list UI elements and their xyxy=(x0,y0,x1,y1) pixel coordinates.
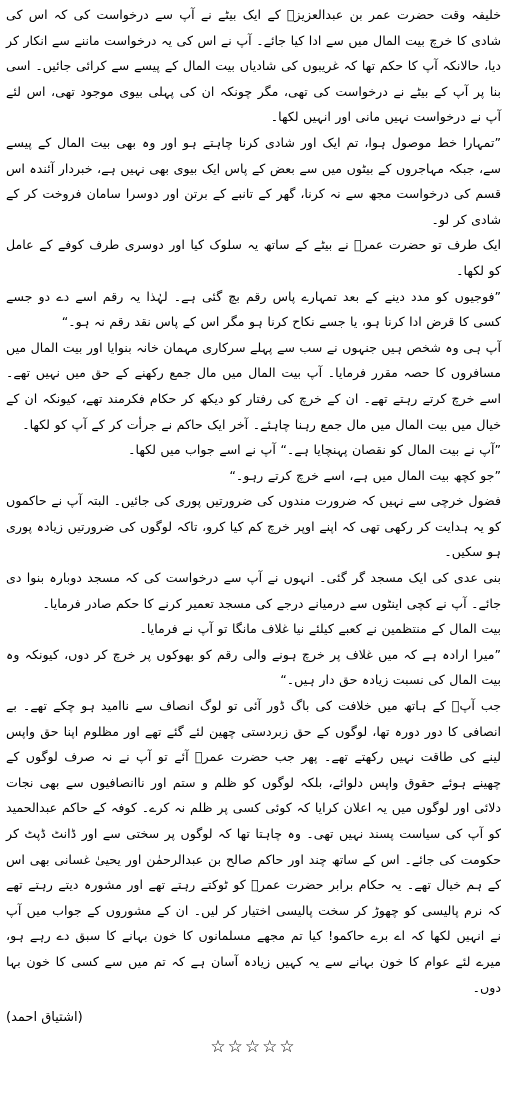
paragraph-3: ایک طرف تو حضرت عمرؒ نے بیٹے کے ساتھ یہ سلوک کیا اور دوسری طرف کوفے کے عامل کو لکھا۔ xyxy=(6,237,501,278)
paragraph-6: ”آپ نے بیت المال کو نقصان پہنچایا ہے۔“ آپ نے اسے جواب میں لکھا۔ xyxy=(128,442,501,458)
paragraph-4: ”فوجیوں کو مدد دینے کے بعد تمہارے پاس رقم بچ گئی ہے۔ لہٰذا یہ رقم اسے دے دو جسے کسی کا قرض ادا کرنا ہو، یا جسے نکاح کرنا ہو مگر اس کے پاس نقد رقم نہ ہو۔“ xyxy=(6,288,501,330)
star-divider: ☆☆☆☆☆ xyxy=(210,1037,297,1058)
paragraph-7: ”جو کچھ بیت المال میں ہے، اسے خرچ کرتے رہو۔“ xyxy=(229,467,501,483)
paragraph-8: فضول خرچی سے نہیں کہ ضرورت مندوں کی ضرورتیں پوری کی جائیں۔ البتہ آپ نے حاکموں کو یہ ہدایت کر رکھی تھی کہ اپنے اوپر خرچ کم کیا کرو، تاکہ لوگوں کی ضرورتیں زیادہ پوری ہو سکیں۔ xyxy=(6,493,501,560)
paragraph-5: آپ ہی وہ شخص ہیں جنہوں نے سب سے پہلے سرکاری مہمان خانہ بنوایا اور بیت المال میں مسافروں کا حصہ مقرر فرمایا۔ آپ بیت المال میں مال جمع رکھنے کے حق میں نہیں تھے۔ اسے خرچ کرتے رہتے تھے۔ ان کے خرچ کی رفتار کو دیکھ کر حکام فکرمند تھے، کیونکہ ان کے خیال میں بیت المال میں مال جمع رہنا چاہئے۔ آخر ایک حاکم نے جرأت کر کے آپ کو لکھا۔ xyxy=(5,339,501,432)
paragraph-11: ”میرا ارادہ ہے کہ میں غلاف پر خرچ ہونے والی رقم کو بھوکوں پر خرچ کر دوں، کیونکہ وہ بیت المال کی نسبت زیادہ حق دار ہیں۔“ xyxy=(6,646,501,688)
paragraph-2: ”تمہارا خط موصول ہوا، تم ایک اور شادی کرنا چاہتے ہو اور وہ بھی بیت المال کے پیسے سے، جبکہ مہاجروں کے بیٹوں میں سے بعض کے پاس ایک بیوی بھی نہیں ہے، خبردار آئندہ اس قسم کی درخواست مجھ سے نہ کرنا، گھر کے تانبے کے برتن اور دوسرا سامان فروخت کر کے شادی کر لو۔ xyxy=(6,134,501,227)
paragraph-1: خلیفہ وقت حضرت عمر بن عبدالعزیزؒ کے ایک بیٹے نے آپ سے درخواست کی کہ اس کی شادی کا خرچ بیت المال میں سے ادا کیا جائے۔ آپ نے اس کی یہ درخواست ماننے سے انکار کر دیا، حالانکہ آپ کا حکم تھا کہ غریبوں کی شادیاں بیت المال کے پیسے سے کرائی جائیں۔ اسی بنا پر آپ کے بیٹے نے درخواست کی تھی، مگر چونکہ ان کی پہلی بیوی موجود تھی، اس لئے آپ نے درخواست نہیں مانی اور انہیں لکھا۔ xyxy=(6,7,501,125)
paragraph-12: جب آپؒ کے ہاتھ میں خلافت کی باگ ڈور آئی تو لوگ انصاف سے ناامید ہو چکے تھے۔ بے انصافی کا دور دورہ تھا، لوگوں کے حق زبردستی چھین لئے گئے تھے اور مظلوم اپنا حق واپس لینے کی طاقت نہیں رکھتے تھے۔ پھر جب حضرت عمرؒ آئے تو آپ نے نہ صرف لوگوں کے چھینے ہوئے حقوق واپس دلوائے، بلکہ لوگوں کو ظلم و ستم اور ناانصافیوں سے بھی نجات دلائی اور لوگوں میں یہ اعلان کرایا کہ کوئی کسی پر ظلم نہ کرے۔ کوفہ کے حاکم عبدالحمید کو آپ کی سیاست پسند نہیں تھی۔ وہ چاہتا تھا کہ لوگوں پر سختی سے اور ڈانٹ ڈپٹ کر حکومت کی جائے۔ اس کے ساتھ چند اور حاکم صالح بن عبدالرحمٰن اور یحییٰ غسانی بھی اس کے ہم خیال تھے۔ یہ حکام برابر حضرت عمرؒ کو ٹوکتے رہتے تھے اور مشورہ دیتے رہتے تھے کہ نرم پالیسی کو چھوڑ کر سخت پالیسی اختیار کر لیں۔ ان کے مشوروں کے جواب میں آپ نے انہیں لکھا کہ اے برے حاکمو! کیا تم مجھے مسلمانوں کا خون بہانے کا سبق دے رہے ہو، میرے لئے عوام کا خون بہانے سے یہ کہیں زیادہ آسان ہے کہ تم میں سے کسی کا خون بہا دوں۔ xyxy=(6,698,501,995)
paragraph-9: بنی عدی کی ایک مسجد گر گئی۔ انہوں نے آپ سے درخواست کی کہ مسجد دوبارہ بنوا دی جائے۔ آپ نے کچی اینٹوں سے درمیانے درجے کی مسجد تعمیر کرنے کا حکم صادر فرمایا۔ xyxy=(6,570,501,611)
author-name: (اشتیاق احمد) xyxy=(6,1010,83,1026)
paragraph-10: بیت المال کے منتظمین نے کعبے کیلئے نیا غلاف مانگا تو آپ نے فرمایا۔ xyxy=(139,621,501,637)
